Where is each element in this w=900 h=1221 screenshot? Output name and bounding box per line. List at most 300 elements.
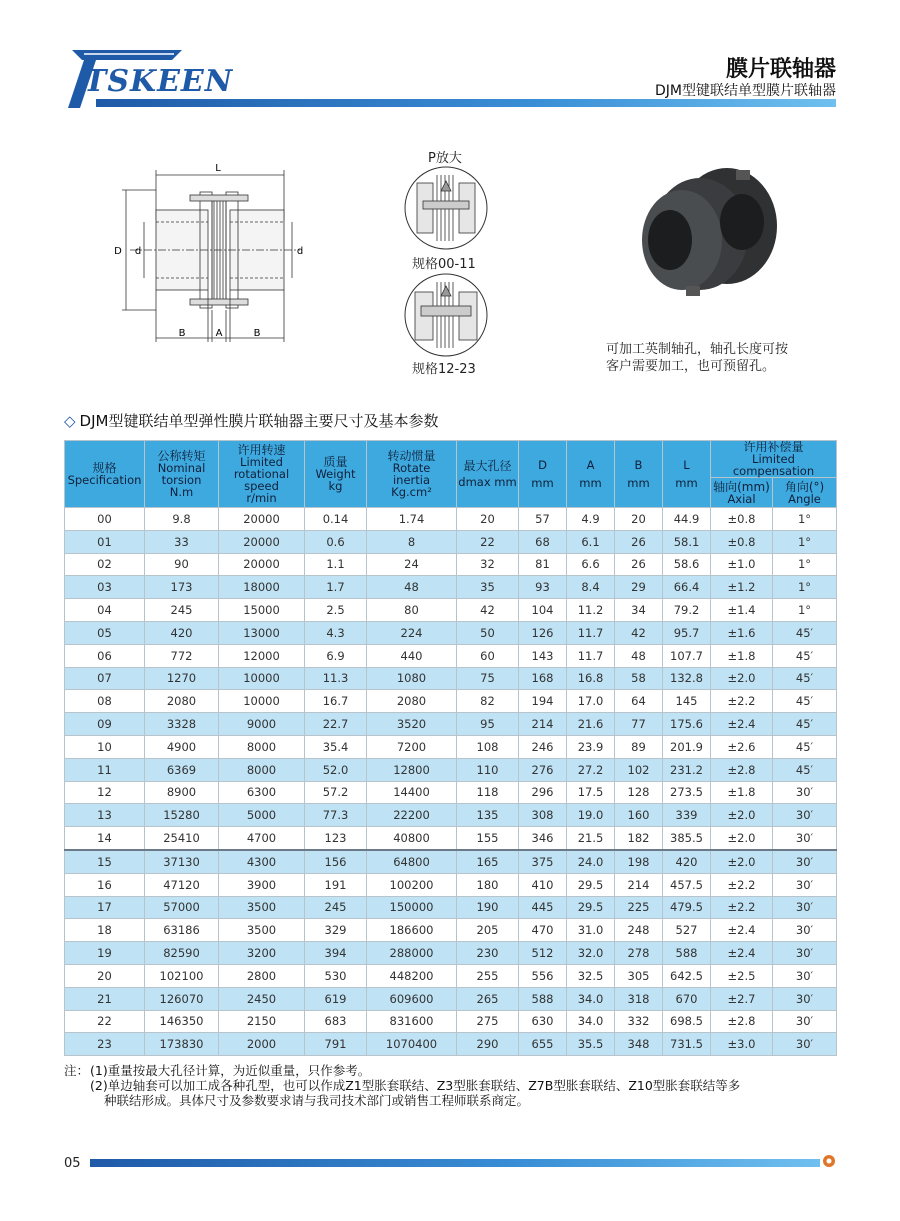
table-cell: 30′: [773, 1033, 837, 1056]
table-cell: ±2.2: [711, 896, 773, 919]
table-cell: 630: [519, 1010, 567, 1033]
header-text: torsion: [161, 473, 202, 487]
table-cell: 13000: [219, 621, 305, 644]
table-cell: 3520: [367, 713, 457, 736]
table-cell: 1.1: [305, 553, 367, 576]
table-cell: 8000: [219, 758, 305, 781]
table-cell: 275: [457, 1010, 519, 1033]
table-cell: 17.5: [567, 781, 615, 804]
col-L-header: [663, 441, 711, 508]
table-cell: 64: [615, 690, 663, 713]
table-cell: 530: [305, 964, 367, 987]
table-row: [65, 690, 837, 713]
table-cell: 731.5: [663, 1033, 711, 1056]
table-cell: 32.0: [567, 942, 615, 965]
table-cell: 683: [305, 1010, 367, 1033]
table-cell: 15: [65, 850, 145, 873]
table-cell: ±1.2: [711, 576, 773, 599]
table-cell: 30′: [773, 896, 837, 919]
spec-table-body: [65, 508, 837, 1056]
header-text: Limited compensation: [732, 452, 815, 478]
table-cell: 588: [519, 987, 567, 1010]
spec-table: [64, 440, 837, 1056]
table-cell: 66.4: [663, 576, 711, 599]
table-cell: 8000: [219, 735, 305, 758]
table-cell: 2080: [367, 690, 457, 713]
table-cell: 15280: [145, 804, 219, 827]
table-cell: 128: [615, 781, 663, 804]
table-cell: 248: [615, 919, 663, 942]
table-cell: 26: [615, 530, 663, 553]
logo-text: TSKEEN: [84, 64, 234, 99]
table-cell: 30′: [773, 1010, 837, 1033]
page-subtitle: DJM型键联结单型膜片联轴器: [655, 83, 836, 99]
table-cell: ±2.0: [711, 804, 773, 827]
header-text: inertia: [392, 473, 431, 487]
table-cell: 1°: [773, 576, 837, 599]
table-cell: 556: [519, 964, 567, 987]
table-row: [65, 827, 837, 850]
table-row: [65, 781, 837, 804]
table-cell: 30′: [773, 987, 837, 1010]
table-cell: 0.14: [305, 508, 367, 531]
photo-note-line: 客户需要加工，也可预留孔。: [606, 359, 776, 374]
table-cell: 19.0: [567, 804, 615, 827]
table-cell: 100200: [367, 873, 457, 896]
table-cell: 47120: [145, 873, 219, 896]
table-cell: 9000: [219, 713, 305, 736]
table-cell: 245: [305, 896, 367, 919]
table-cell: 06: [65, 644, 145, 667]
table-cell: 145: [663, 690, 711, 713]
table-cell: 4.3: [305, 621, 367, 644]
table-cell: 11.7: [567, 644, 615, 667]
table-cell: 30′: [773, 804, 837, 827]
table-cell: 288000: [367, 942, 457, 965]
table-cell: ±2.0: [711, 667, 773, 690]
table-cell: 35.4: [305, 735, 367, 758]
col-B-header: [615, 441, 663, 508]
dim-d-left-label: d: [134, 246, 142, 257]
header-text: speed: [244, 479, 279, 493]
table-cell: 60: [457, 644, 519, 667]
table-cell: 32.5: [567, 964, 615, 987]
table-cell: 1270: [145, 667, 219, 690]
note-2b: 种联结形成。具体尺寸及参数要求请与我司技术部门或销售工程师联系商定。: [104, 1093, 530, 1108]
table-cell: 173830: [145, 1033, 219, 1056]
spec-range-a-label: 规格00-11: [412, 257, 476, 272]
gear-icon: [822, 1154, 836, 1168]
dim-B-right-label: B: [253, 328, 261, 339]
table-cell: 3500: [219, 919, 305, 942]
table-cell: 16.8: [567, 667, 615, 690]
table-cell: 5000: [219, 804, 305, 827]
detail-zoom-small-icon: [403, 165, 489, 251]
table-cell: 95.7: [663, 621, 711, 644]
table-cell: ±1.6: [711, 621, 773, 644]
table-row: [65, 804, 837, 827]
col-bore-header: [457, 441, 519, 508]
table-cell: ±2.2: [711, 690, 773, 713]
table-row: [65, 621, 837, 644]
table-cell: 89: [615, 735, 663, 758]
table-cell: 410: [519, 873, 567, 896]
table-cell: 45′: [773, 758, 837, 781]
table-cell: 8: [367, 530, 457, 553]
table-cell: 57000: [145, 896, 219, 919]
header-text: Axial: [727, 491, 756, 506]
table-cell: 332: [615, 1010, 663, 1033]
table-cell: 58.6: [663, 553, 711, 576]
table-cell: ±0.8: [711, 530, 773, 553]
table-cell: 4700: [219, 827, 305, 850]
table-cell: ±2.4: [711, 713, 773, 736]
table-cell: 155: [457, 827, 519, 850]
table-cell: 214: [519, 713, 567, 736]
table-row: [65, 873, 837, 896]
table-cell: 118: [457, 781, 519, 804]
col-A-header: [567, 441, 615, 508]
col-compensation-header: [711, 441, 837, 478]
table-cell: ±1.0: [711, 553, 773, 576]
table-cell: 34.0: [567, 987, 615, 1010]
table-cell: 20000: [219, 530, 305, 553]
table-cell: 45′: [773, 667, 837, 690]
table-cell: 77.3: [305, 804, 367, 827]
table-cell: 165: [457, 850, 519, 873]
note-2a: (2)单边轴套可以加工成各种孔型，也可以作成Z1型胀套联结、Z3型胀套联结、Z7B型胀套联结、Z10型胀套联结等多: [90, 1078, 741, 1093]
table-cell: 190: [457, 896, 519, 919]
table-cell: 4900: [145, 735, 219, 758]
table-cell: 22.7: [305, 713, 367, 736]
header-text: Kg.cm²: [391, 485, 432, 499]
table-cell: 23: [65, 1033, 145, 1056]
table-cell: 10: [65, 735, 145, 758]
table-cell: 1.74: [367, 508, 457, 531]
table-cell: 2000: [219, 1033, 305, 1056]
table-cell: ±2.5: [711, 964, 773, 987]
table-cell: 831600: [367, 1010, 457, 1033]
header-text: 轴向(mm): [713, 479, 770, 494]
table-cell: 42: [615, 621, 663, 644]
table-cell: 1.7: [305, 576, 367, 599]
table-cell: 6369: [145, 758, 219, 781]
table-row: [65, 1010, 837, 1033]
table-cell: 246: [519, 735, 567, 758]
table-cell: 22200: [367, 804, 457, 827]
table-row: [65, 667, 837, 690]
table-cell: 296: [519, 781, 567, 804]
table-cell: 6300: [219, 781, 305, 804]
table-cell: 146350: [145, 1010, 219, 1033]
header-rule: [96, 99, 836, 107]
header-text: D: [538, 458, 547, 472]
table-cell: 29: [615, 576, 663, 599]
section-title-text: DJM型键联结单型弹性膜片联轴器主要尺寸及基本参数: [79, 412, 439, 430]
table-cell: 182: [615, 827, 663, 850]
page-number: 05: [64, 1156, 81, 1171]
header-text: dmax mm: [458, 475, 517, 489]
table-cell: 201.9: [663, 735, 711, 758]
table-cell: 45′: [773, 713, 837, 736]
table-cell: 12800: [367, 758, 457, 781]
table-cell: 8.4: [567, 576, 615, 599]
note-1: (1)重量按最大孔径计算，为近似重量，只作参考。: [90, 1063, 371, 1078]
table-cell: 16: [65, 873, 145, 896]
table-cell: 214: [615, 873, 663, 896]
table-cell: 791: [305, 1033, 367, 1056]
table-cell: 29.5: [567, 873, 615, 896]
table-cell: 07: [65, 667, 145, 690]
table-cell: 1°: [773, 553, 837, 576]
col-weight-header: [305, 441, 367, 508]
table-cell: 1°: [773, 508, 837, 531]
table-cell: 2.5: [305, 599, 367, 622]
dim-D-label: D: [114, 246, 122, 257]
table-cell: 01: [65, 530, 145, 553]
header-text: B: [634, 458, 643, 472]
table-cell: 308: [519, 804, 567, 827]
table-cell: 52.0: [305, 758, 367, 781]
table-cell: 126070: [145, 987, 219, 1010]
table-cell: 6.6: [567, 553, 615, 576]
header-text: Specification: [67, 473, 142, 487]
page-header: [0, 0, 900, 120]
table-row: [65, 850, 837, 873]
header-text: 规格: [92, 461, 117, 475]
table-cell: 50: [457, 621, 519, 644]
table-cell: ±2.0: [711, 850, 773, 873]
table-cell: 186600: [367, 919, 457, 942]
table-cell: 03: [65, 576, 145, 599]
table-cell: 16.7: [305, 690, 367, 713]
table-cell: 1°: [773, 599, 837, 622]
table-cell: 588: [663, 942, 711, 965]
table-cell: 6.1: [567, 530, 615, 553]
table-cell: 17.0: [567, 690, 615, 713]
table-cell: 278: [615, 942, 663, 965]
table-cell: 255: [457, 964, 519, 987]
table-cell: 20000: [219, 508, 305, 531]
table-cell: 30′: [773, 827, 837, 850]
header-text: rotational: [233, 467, 290, 481]
table-cell: 135: [457, 804, 519, 827]
header-text: Rotate: [392, 461, 431, 475]
table-cell: 48: [367, 576, 457, 599]
table-cell: 30′: [773, 873, 837, 896]
table-cell: 20: [65, 964, 145, 987]
table-cell: 385.5: [663, 827, 711, 850]
table-cell: 4300: [219, 850, 305, 873]
table-cell: ±2.8: [711, 1010, 773, 1033]
table-cell: ±2.7: [711, 987, 773, 1010]
table-cell: 44.9: [663, 508, 711, 531]
table-cell: 10000: [219, 690, 305, 713]
table-cell: 1070400: [367, 1033, 457, 1056]
detail-zoom-large-icon: [403, 272, 489, 358]
table-cell: 3328: [145, 713, 219, 736]
photo-note: [606, 341, 788, 375]
table-cell: 0.6: [305, 530, 367, 553]
table-cell: 11.3: [305, 667, 367, 690]
table-cell: 9.8: [145, 508, 219, 531]
table-cell: 448200: [367, 964, 457, 987]
table-cell: 194: [519, 690, 567, 713]
col-torsion-header: [145, 441, 219, 508]
table-cell: 175.6: [663, 713, 711, 736]
table-cell: ±2.8: [711, 758, 773, 781]
p-zoom-label: P放大: [428, 151, 462, 166]
table-cell: 05: [65, 621, 145, 644]
dim-L-label: L: [215, 163, 221, 174]
col-axial-header: [711, 478, 773, 508]
table-cell: 90: [145, 553, 219, 576]
table-cell: ±1.4: [711, 599, 773, 622]
table-cell: 17: [65, 896, 145, 919]
table-row: [65, 942, 837, 965]
table-cell: 143: [519, 644, 567, 667]
table-cell: ±3.0: [711, 1033, 773, 1056]
table-cell: ±2.2: [711, 873, 773, 896]
notes-lead: 注：: [64, 1063, 90, 1078]
table-cell: 440: [367, 644, 457, 667]
notes: [64, 1063, 740, 1108]
table-cell: 527: [663, 919, 711, 942]
table-cell: 230: [457, 942, 519, 965]
table-cell: 375: [519, 850, 567, 873]
table-cell: 1°: [773, 530, 837, 553]
table-row: [65, 508, 837, 531]
table-cell: 245: [145, 599, 219, 622]
header-text: Angle: [788, 491, 821, 506]
table-cell: 108: [457, 735, 519, 758]
table-row: [65, 576, 837, 599]
table-cell: 420: [663, 850, 711, 873]
table-cell: 126: [519, 621, 567, 644]
table-cell: 609600: [367, 987, 457, 1010]
table-cell: 619: [305, 987, 367, 1010]
table-cell: 27.2: [567, 758, 615, 781]
table-cell: 45′: [773, 690, 837, 713]
table-cell: 11.2: [567, 599, 615, 622]
table-row: [65, 758, 837, 781]
table-cell: 45′: [773, 735, 837, 758]
header-text: 最大孔径: [463, 459, 512, 473]
table-cell: 102100: [145, 964, 219, 987]
table-cell: 394: [305, 942, 367, 965]
table-cell: 339: [663, 804, 711, 827]
table-cell: 102: [615, 758, 663, 781]
header-text: r/min: [246, 491, 277, 505]
col-spec-header: [65, 441, 145, 508]
table-cell: 20: [457, 508, 519, 531]
table-cell: 156: [305, 850, 367, 873]
col-D-header: [519, 441, 567, 508]
table-cell: 45′: [773, 644, 837, 667]
table-cell: 77: [615, 713, 663, 736]
table-cell: 22: [457, 530, 519, 553]
table-cell: 698.5: [663, 1010, 711, 1033]
table-row: [65, 919, 837, 942]
table-cell: 40800: [367, 827, 457, 850]
table-cell: 445: [519, 896, 567, 919]
table-cell: 470: [519, 919, 567, 942]
table-cell: 6.9: [305, 644, 367, 667]
page-title: 膜片联轴器: [725, 57, 836, 82]
table-cell: 329: [305, 919, 367, 942]
table-cell: 457.5: [663, 873, 711, 896]
dim-B-left-label: B: [178, 328, 186, 339]
table-cell: ±1.8: [711, 781, 773, 804]
table-cell: 37130: [145, 850, 219, 873]
header-text: 质量: [323, 455, 348, 469]
table-cell: 30′: [773, 850, 837, 873]
table-cell: 25410: [145, 827, 219, 850]
table-cell: 21.5: [567, 827, 615, 850]
table-cell: 3200: [219, 942, 305, 965]
table-cell: 30′: [773, 942, 837, 965]
table-cell: 81: [519, 553, 567, 576]
table-cell: ±2.6: [711, 735, 773, 758]
header-text: 许用补偿量: [743, 440, 804, 454]
table-cell: 2800: [219, 964, 305, 987]
table-cell: 132.8: [663, 667, 711, 690]
table-cell: 21: [65, 987, 145, 1010]
dim-A-label: A: [215, 328, 223, 339]
table-cell: 23.9: [567, 735, 615, 758]
table-cell: 26: [615, 553, 663, 576]
table-cell: 34: [615, 599, 663, 622]
table-cell: 231.2: [663, 758, 711, 781]
section-title: [64, 410, 438, 431]
table-cell: 2450: [219, 987, 305, 1010]
table-cell: 420: [145, 621, 219, 644]
table-cell: 168: [519, 667, 567, 690]
table-cell: 75: [457, 667, 519, 690]
table-cell: 80: [367, 599, 457, 622]
table-cell: 02: [65, 553, 145, 576]
table-cell: 318: [615, 987, 663, 1010]
table-cell: 1080: [367, 667, 457, 690]
coupling-photo-icon: [632, 156, 782, 306]
table-cell: 3500: [219, 896, 305, 919]
header-text: 公称转矩: [157, 449, 206, 463]
diamond-icon: ◇: [64, 412, 76, 430]
spec-range-b-label: 规格12-23: [412, 362, 476, 377]
table-cell: 10000: [219, 667, 305, 690]
table-cell: 93: [519, 576, 567, 599]
table-cell: 346: [519, 827, 567, 850]
table-cell: 31.0: [567, 919, 615, 942]
table-cell: 2150: [219, 1010, 305, 1033]
table-cell: 642.5: [663, 964, 711, 987]
table-row: [65, 530, 837, 553]
table-cell: 276: [519, 758, 567, 781]
header-text: kg: [328, 479, 343, 493]
table-cell: 32: [457, 553, 519, 576]
table-cell: 79.2: [663, 599, 711, 622]
table-cell: 14: [65, 827, 145, 850]
table-cell: 150000: [367, 896, 457, 919]
header-text: mm: [531, 476, 554, 490]
table-row: [65, 987, 837, 1010]
table-cell: 305: [615, 964, 663, 987]
table-cell: ±0.8: [711, 508, 773, 531]
table-cell: 11.7: [567, 621, 615, 644]
table-cell: 104: [519, 599, 567, 622]
coupling-drawing: [110, 160, 310, 350]
col-speed-header: [219, 441, 305, 508]
